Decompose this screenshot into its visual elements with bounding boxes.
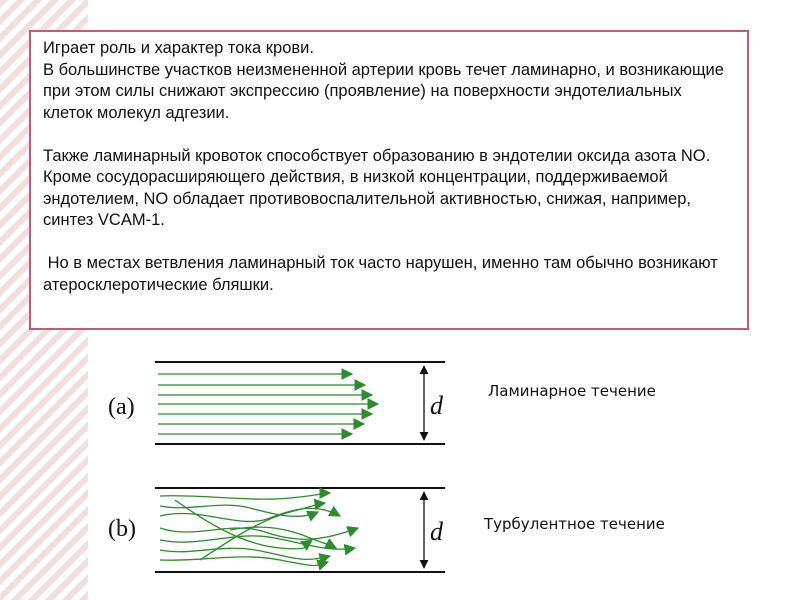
panel-label-a: (a) <box>108 394 135 420</box>
flow-arrow <box>160 557 328 566</box>
paragraph-3: Но в местах ветвления ламинарный ток часто нарушен, именно там обычно возникают атеросклеротические бляшки. <box>43 254 723 294</box>
text-box <box>29 30 749 330</box>
flow-arrow <box>160 548 330 559</box>
flow-arrow <box>160 528 358 539</box>
panel-label-b: (b) <box>108 516 136 542</box>
flow-arrow <box>160 508 340 521</box>
laminar-panel <box>108 362 445 444</box>
paragraph-1: Играет роль и характер тока крови. В большинстве участков неизмененной артерии кровь течет ламинарно, и возникающие при этом силы снижают экспрессию (проявление) на поверхности эндотелиальных клеток молекул адгезии. <box>43 39 724 122</box>
turbulent-panel <box>108 488 445 572</box>
diameter-label-a: d <box>430 391 443 420</box>
diameter-label-b: d <box>430 517 443 546</box>
caption-laminar: Ламинарное течение <box>488 382 656 400</box>
paragraph-2: Также ламинарный кровоток способствует образованию в эндотелии оксида азота NO. Кроме сосудорасширяющего действия, в низкой концентрации, поддерживаемой эндотелием, NO обладает противовоспалительной активностью, снижая, например, синтез VCAM-1. <box>43 146 711 229</box>
flow-arrow <box>160 493 330 499</box>
flow-arrow <box>160 536 355 549</box>
caption-turbulent: Турбулентное течение <box>484 515 665 533</box>
flow-diagram <box>0 340 800 600</box>
